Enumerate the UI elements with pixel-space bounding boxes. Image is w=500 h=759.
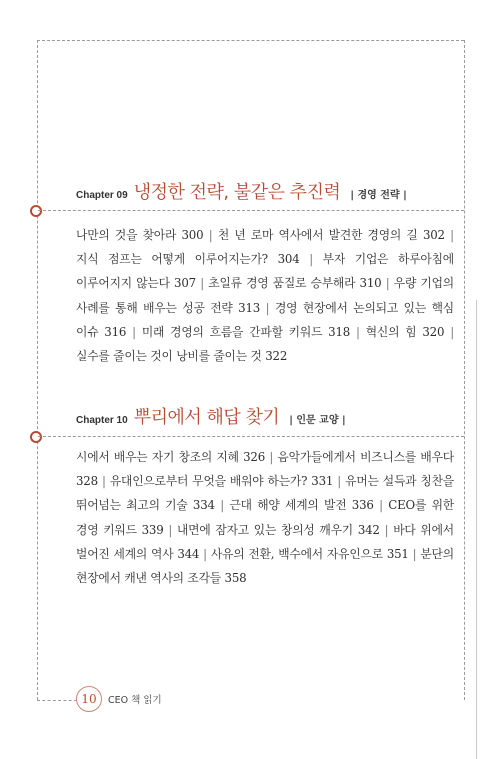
toc-entry: 혁신의 힘 320 xyxy=(365,324,445,339)
chapter-number: Chapter 09 xyxy=(76,190,128,201)
entry-separator: | xyxy=(337,474,342,489)
toc-entry: 초일류 경영 품질로 승부해라 310 xyxy=(208,276,382,291)
entry-separator: | xyxy=(168,522,173,537)
chapter-title: 뿌리에서 해답 찾기 xyxy=(133,407,280,428)
entry-separator: | xyxy=(208,228,213,242)
chapter-10-contents xyxy=(76,445,454,590)
entry-separator: | xyxy=(356,324,360,339)
dashed-divider xyxy=(38,436,464,437)
chapter-10-divider xyxy=(30,431,464,443)
toc-entry: 우량 기업의 사례를 통해 배우는 성공 전략 313 xyxy=(76,276,454,315)
toc-entry: 실수를 줄이는 것이 낭비를 줄이는 것 322 xyxy=(76,349,288,364)
toc-entry: 지식 점프는 어떻게 이루어지는가? 304 xyxy=(76,252,300,267)
chapter-category-tag: | 인문 교양 | xyxy=(289,415,346,426)
entry-separator: | xyxy=(269,450,274,464)
entry-separator: | xyxy=(220,498,225,513)
toc-entry: 근대 해양 세계의 발전 336 xyxy=(229,498,374,513)
toc-entry: 시에서 배우는 자기 창조의 지혜 326 xyxy=(76,450,266,464)
toc-entry: 바다 위에서 벌어진 세계의 역사 344 xyxy=(76,522,454,561)
chapter-10-heading xyxy=(76,403,346,429)
toc-entry: 부자 기업은 하루아침에 이루어지지 않는다 307 xyxy=(76,252,454,291)
chapter-number: Chapter 10 xyxy=(76,415,128,426)
toc-entry: CEO를 위한 경영 키워드 339 xyxy=(76,498,454,537)
running-title: CEO 책 읽기 xyxy=(108,695,162,706)
entry-separator: | xyxy=(385,276,390,291)
frame-left-border xyxy=(37,40,38,700)
chapter-09-divider xyxy=(30,205,464,217)
entry-separator: | xyxy=(384,522,389,537)
toc-entry: 경영 현장에서 논의되고 있는 핵심 이슈 316 xyxy=(76,300,454,339)
entry-separator: | xyxy=(450,324,454,339)
toc-entry: 나만의 것을 찾아라 300 xyxy=(76,228,204,242)
chapter-category-tag: | 경영 전략 | xyxy=(350,190,407,201)
chapter-09-contents xyxy=(76,223,454,368)
circle-marker-icon xyxy=(30,205,42,217)
frame-right-border xyxy=(464,40,465,700)
entry-separator: | xyxy=(379,498,383,513)
frame-top-border xyxy=(37,40,464,41)
frame-bottom-border xyxy=(37,700,77,701)
entry-separator: | xyxy=(265,300,270,315)
circle-marker-icon xyxy=(30,431,42,443)
dashed-divider xyxy=(38,210,464,211)
chapter-title: 냉정한 전략, 불같은 추진력 xyxy=(133,182,341,203)
entry-separator: | xyxy=(412,546,417,561)
toc-entry: 유대인으로부터 무엇을 배워야 하는가? 331 xyxy=(109,474,334,489)
toc-entry: 분단의 현장에서 캐낸 역사의 조각들 358 xyxy=(76,546,454,586)
toc-entry: 음악가들에게서 비즈니스를 배우다 328 xyxy=(76,450,454,489)
page-number: 10 xyxy=(76,686,102,712)
page-spine-line xyxy=(476,300,477,759)
entry-separator: | xyxy=(450,228,454,242)
toc-entry: 사유의 전환, 백수에서 자유인으로 351 xyxy=(210,546,409,561)
toc-entry: 미래 경영의 흐름을 간파할 키워드 318 xyxy=(141,324,351,339)
entry-separator: | xyxy=(132,324,136,339)
entry-separator: | xyxy=(309,252,313,267)
chapter-09-heading xyxy=(76,178,407,204)
toc-entry: 내면에 잠자고 있는 창의성 깨우기 342 xyxy=(176,522,380,537)
toc-entry: 천 년 로마 역사에서 발견한 경영의 길 302 xyxy=(217,228,445,242)
entry-separator: | xyxy=(101,474,106,489)
page-footer xyxy=(76,686,162,712)
toc-entry: 유머는 설득과 칭찬을 뛰어넘는 최고의 기술 334 xyxy=(76,474,454,513)
entry-separator: | xyxy=(203,546,207,561)
entry-separator: | xyxy=(200,276,204,291)
